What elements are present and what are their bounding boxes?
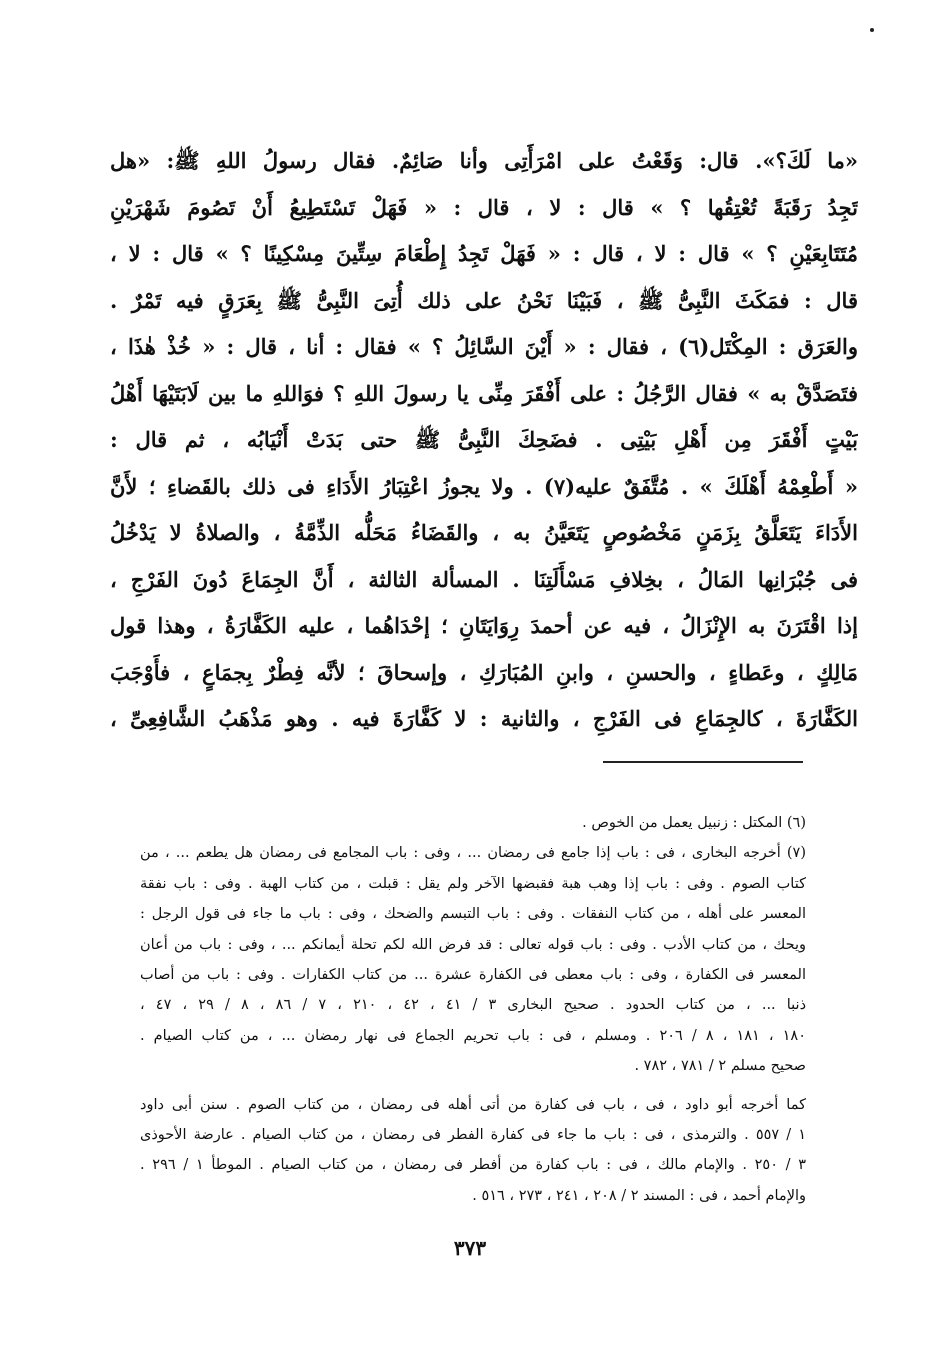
body-line: فتَصَدَّقْ به » فقال الرَّجُلُ : على أَفْقَرَ مِنِّى يا رسولَ اللهِ ؟ فوَاللهِ ما بين لَابَتَيْهَا أَهْلُ	[110, 380, 858, 406]
body-line: مَالِكٍ ، وعَطاءٍ ، والحسنِ ، وابنِ المُبَارَكِ ، وإسحاقَ ؛ لأنَّه فِطْرٌ بِجمَاعٍ ، فأَوْجَبَ	[110, 659, 858, 685]
body-line: فى جُبْرَانِها المَالُ ، بخِلافِ مَسْأَلَتِنَا . المسألة الثالثة ، أَنَّ الجِمَاعَ دُونَ الفَرْجِ ،	[110, 566, 858, 592]
body-line: قال : فمَكَثَ النَّبِىُّ ﷺ ، فَبَيْنَا نَحْنُ على ذلك أُتِىَ النَّبِىُّ ﷺ بِعَرَقٍ فيه تَمْرٌ .	[110, 287, 858, 313]
main-text-block	[110, 138, 858, 743]
body-line: والعَرَق : المِكْتَل(٦) ، فقال : « أَيْنَ السَّائِلُ ؟ » فقال : أنا ، قال : « خُذْ هٰذَا ،	[110, 334, 858, 359]
body-line: تَجِدُ رَقَبَةً تُعْتِقُها ؟ » قال : لا ، قال : « فَهَلْ تَسْتَطِيعُ أَنْ تَصُومَ شَهْرَيْنِ	[110, 194, 858, 220]
footnote-line: المعسر فى الكفارة ، وفى : باب معطى فى الكفارة عشرة ... من كتاب الكفارات . وفى : باب من أصاب	[140, 966, 806, 983]
footnote-line: صحيح مسلم ٢ / ٧٨١ ، ٧٨٢ .	[634, 1058, 806, 1075]
footnotes-block	[140, 808, 806, 1211]
footnote-line: (٧) أخرجه البخارى ، فى : باب إذا جامع فى رمضان ... ، وفى : باب المجامع فى رمضان هل يطعم ... ، من	[140, 845, 806, 862]
footnote-line: ١٨٠ ، ١٨١ ، ٨ / ٢٠٦ . ومسلم ، فى : باب تحريم الجماع فى نهار رمضان ... ، من كتاب الصيام .	[140, 1027, 806, 1044]
footnote	[140, 1090, 806, 1212]
footnote-line: ٣ / ٢٥٠ . والإمام مالك ، فى : باب كفارة من أفطر فى رمضان ، من كتاب الصيام . الموطأ ١ / ٢٩٦ .	[140, 1157, 806, 1174]
page-number: ٣٧٣	[453, 1236, 487, 1260]
footnote-separator	[603, 761, 803, 763]
corner-dot-mark	[870, 28, 874, 32]
body-line: الكَفَّارَةَ ، كالجِمَاعِ فى الفَرْجِ ، والثانية : لا كَفَّارَةَ فيه . وهو مَذْهَبُ الشَّافِعِىِّ ،	[110, 706, 858, 731]
footnote-line: ١ / ٥٥٧ . والترمذى ، فى : باب ما جاء فى كفارة الفطر فى رمضان ، من كتاب الصيام . عارضة الأحوذى	[140, 1126, 806, 1143]
body-line: بَيْتٍ أَفْقَرَ مِن أَهْلِ بَيْتِى . فضَحِكَ النَّبِىُّ ﷺ حتى بَدَتْ أَنْيَابُه ، ثم قال :	[110, 427, 858, 452]
footnote-line: ذنبا ... ، من كتاب الحدود . صحيح البخارى ٣ / ٤١ ، ٤٢ ، ٢١٠ ، ٧ / ٨٦ ، ٨ / ٢٩ ، ٤٧ ،	[140, 997, 806, 1014]
footnote-line: كتاب الصوم . وفى : باب إذا وهب هبة فقبضها الآخر ولم يقل : قبلت ، من كتاب الهبة . وفى : باب نفقة	[140, 875, 806, 892]
body-line: إذا اقْتَرَنَ به الإِنْزَالُ ، فيه عن أحمدَ رِوَايَتَانِ ؛ إحْدَاهُما ، عليه الكَفَّارَةُ ، وهذا قول	[110, 613, 858, 638]
footnote-line: والإمام أحمد ، فى : المسند ٢ / ٢٠٨ ، ٢٤١ ، ٢٧٣ ، ٥١٦ .	[472, 1187, 806, 1204]
footnote-line: المعسر على أهله ، من كتاب النفقات . وفى : باب التبسم والضحك ، وفى : باب ما جاء فى قول الرجل :	[140, 906, 806, 923]
footnote-line: كما أخرجه أبو داود ، فى ، باب فى كفارة من أتى أهله فى رمضان ، من كتاب الصوم . سنن أبى داود	[140, 1096, 806, 1113]
footnote	[140, 838, 806, 1081]
body-line: الأَدَاءَ يَتَعَلَّقُ بِزَمَنٍ مَخْصُوصٍ يَتَعَيَّنُ به ، والقَضَاءُ مَحَلُّه الذِّمَّةُ ، والصلاةُ لا يَدْخُلُ	[110, 520, 858, 545]
body-line: مُتَتَابِعَيْنِ ؟ » قال : لا ، قال : « فَهَلْ تَجِدُ إِطْعَامَ سِتِّينَ مِسْكِينًا ؟ » قال : لا ،	[110, 241, 858, 266]
footnote	[140, 808, 806, 838]
footnote-line: ويحك ، من كتاب الأدب . وفى : باب قوله تعالى : قد فرض الله لكم تحلة أيمانكم ... ، وفى : باب من أعان	[140, 936, 806, 953]
body-line: «ما لَكَ؟». قال: وَقَعْتُ على امْرَأَتِى وأنا صَائِمٌ. فقال رسولُ اللهِ ﷺ: «هل	[110, 148, 858, 173]
footnote-gap	[140, 1082, 806, 1090]
body-line: « أَطْعِمْهُ أَهْلَكَ » . مُتَّفَقٌ عليه(٧) . ولا يجوزُ اعْتِبَارُ الأَدَاءِ فى ذلك بالقَضاءِ ؛ لأَنَّ	[110, 473, 858, 499]
footnote-line: (٦) المكتل : زنبيل يعمل من الخوص .	[582, 815, 806, 831]
